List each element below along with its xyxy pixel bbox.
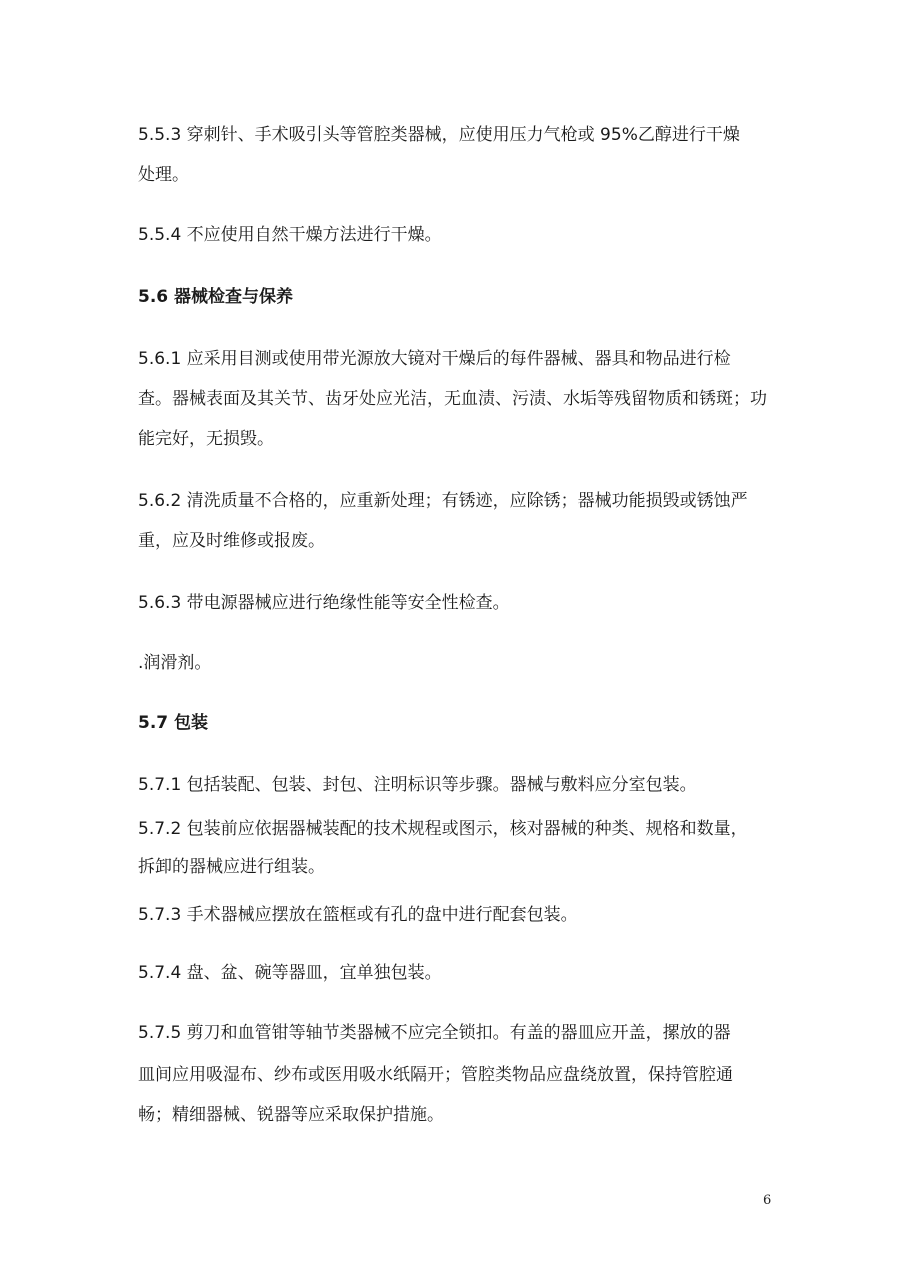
paragraph-5-6-2-line-1: 5.6.2 清洗质量不合格的，应重新处理；有锈迹，应除锈；器械功能损毁或锈蚀严 bbox=[138, 491, 748, 511]
paragraph-5-6-1-line-3: 能完好，无损毁。 bbox=[138, 429, 274, 449]
paragraph-5-7-2-line-1: 5.7.2 包装前应依据器械装配的技术规程或图示，核对器械的种类、规格和数量， bbox=[138, 819, 748, 839]
page-number: 6 bbox=[763, 1193, 772, 1208]
paragraph-5-7-5-line-1: 5.7.5 剪刀和血管钳等轴节类器械不应完全锁扣。有盖的器皿应开盖，摞放的器 bbox=[138, 1023, 731, 1043]
paragraph-5-7-2-line-2: 拆卸的器械应进行组装。 bbox=[138, 857, 325, 877]
paragraph-5-6-3: 5.6.3 带电源器械应进行绝缘性能等安全性检查。 bbox=[138, 593, 510, 613]
section-heading-5-6: 5.6 器械检查与保养 bbox=[138, 287, 294, 307]
paragraph-5-6-1-line-1: 5.6.1 应采用目测或使用带光源放大镜对干燥后的每件器械、器具和物品进行检 bbox=[138, 349, 731, 369]
paragraph-5-7-1: 5.7.1 包括装配、包装、封包、注明标识等步骤。器械与敷料应分室包装。 bbox=[138, 775, 697, 795]
paragraph-5-7-5-line-2: 皿间应用吸湿布、纱布或医用吸水纸隔开；管腔类物品应盘绕放置，保持管腔通 bbox=[138, 1065, 733, 1085]
paragraph-5-5-3-line-1: 5.5.3 穿刺针、手术吸引头等管腔类器械，应使用压力气枪或 95%乙醇进行干燥 bbox=[138, 125, 740, 145]
paragraph-5-7-3: 5.7.3 手术器械应摆放在篮框或有孔的盘中进行配套包装。 bbox=[138, 905, 578, 925]
paragraph-5-5-4: 5.5.4 不应使用自然干燥方法进行干燥。 bbox=[138, 225, 442, 245]
paragraph-5-7-4: 5.7.4 盘、盆、碗等器皿，宜单独包装。 bbox=[138, 963, 442, 983]
paragraph-5-7-5-line-3: 畅；精细器械、锐器等应采取保护措施。 bbox=[138, 1105, 444, 1125]
paragraph-lubricant: .润滑剂。 bbox=[138, 653, 212, 673]
paragraph-5-6-1-line-2: 查。器械表面及其关节、齿牙处应光洁，无血渍、污渍、水垢等残留物质和锈斑；功 bbox=[138, 389, 767, 409]
section-heading-5-7: 5.7 包装 bbox=[138, 713, 209, 733]
paragraph-5-6-2-line-2: 重，应及时维修或报废。 bbox=[138, 531, 325, 551]
paragraph-5-5-3-line-2: 处理。 bbox=[138, 165, 189, 185]
